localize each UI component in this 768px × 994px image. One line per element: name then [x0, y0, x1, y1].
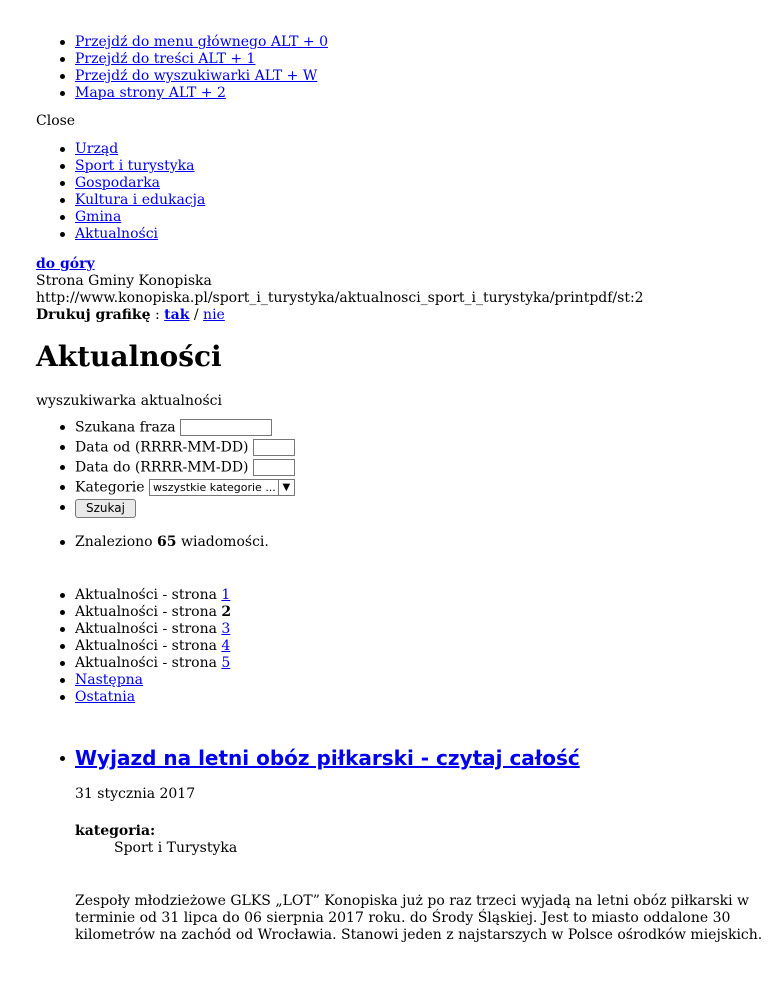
page-link-4[interactable]: 4: [221, 638, 231, 654]
pagination-prefix: Aktualności - strona: [75, 638, 217, 654]
skip-link-item: [75, 34, 328, 51]
site-name: Strona Gminy Konopiska: [36, 273, 212, 289]
pagination-item: [75, 587, 231, 604]
pagination-prefix: Aktualności - strona: [75, 587, 217, 603]
article-date: 31 stycznia 2017: [75, 786, 196, 802]
article-list: [0, 744, 580, 772]
main-menu: [0, 141, 205, 243]
last-page-link[interactable]: Ostatnia: [75, 689, 136, 705]
search-submit-button[interactable]: Szukaj: [75, 499, 136, 518]
search-form: [0, 419, 295, 521]
main-menu-item: [75, 175, 205, 192]
menu-link-sport[interactable]: Sport i turystyka: [75, 158, 195, 174]
pagination-prefix: Aktualności - strona: [75, 655, 217, 671]
page-url: http://www.konopiska.pl/sport_i_turystyka/aktualnosci_sport_i_turystyka/printpdf/st:2: [36, 290, 644, 306]
menu-link-gospodarka[interactable]: Gospodarka: [75, 175, 161, 191]
page-link-3[interactable]: 3: [221, 621, 231, 637]
date-from-label: Data od (RRRR-MM-DD): [75, 439, 249, 456]
article-title-link[interactable]: Wyjazd na letni obóz piłkarski - czytaj całość: [75, 746, 580, 770]
article-item: [75, 744, 580, 772]
date-to-label: Data do (RRRR-MM-DD): [75, 459, 249, 476]
skip-to-content-link[interactable]: Przejdź do treści ALT + 1: [75, 51, 256, 67]
menu-link-urzad[interactable]: Urząd: [75, 141, 119, 157]
results-count-item: [75, 534, 269, 551]
search-phrase-input[interactable]: [180, 419, 272, 436]
main-menu-item: [75, 209, 205, 226]
skip-to-menu-link[interactable]: Przejdź do menu głównego ALT + 0: [75, 34, 328, 50]
page-current-2: 2: [221, 604, 232, 620]
search-phrase-label: Szukana fraza: [75, 419, 176, 436]
chevron-down-icon: ▼: [278, 480, 294, 495]
sitemap-link[interactable]: Mapa strony ALT + 2: [75, 85, 226, 101]
results-prefix: Znaleziono: [75, 534, 153, 550]
skip-links: [0, 34, 328, 102]
pagination: [0, 587, 231, 706]
date-from-row: [75, 439, 295, 459]
article-body-line: Zespoły młodzieżowe GLKS „LOT” Konopiska już po raz trzeci wyjadą na letni obóz piłkarski w: [75, 893, 750, 909]
print-graphics-yes-link[interactable]: tak: [164, 307, 190, 323]
category-row: [75, 479, 295, 499]
results-summary: [0, 534, 269, 551]
menu-link-aktualnosci[interactable]: Aktualności: [75, 226, 159, 242]
pagination-item: [75, 621, 231, 638]
menu-link-kultura[interactable]: Kultura i edukacja: [75, 192, 206, 208]
submit-row: [75, 499, 295, 521]
skip-to-search-link[interactable]: Przejdź do wyszukiwarki ALT + W: [75, 68, 318, 84]
category-select[interactable]: [149, 479, 295, 496]
page-link-5[interactable]: 5: [221, 655, 231, 671]
slash-separator: /: [193, 307, 199, 323]
back-to-top-link[interactable]: do góry: [36, 256, 95, 272]
search-phrase-row: [75, 419, 295, 439]
search-title: wyszukiwarka aktualności: [36, 393, 222, 409]
date-from-input[interactable]: [253, 439, 295, 456]
pagination-item: [75, 672, 231, 689]
print-graphics-no-link[interactable]: nie: [203, 307, 225, 323]
next-page-link[interactable]: Następna: [75, 672, 144, 688]
pagination-prefix: Aktualności - strona: [75, 621, 217, 637]
category-select-value: wszystkie kategorie ...: [153, 481, 276, 494]
print-graphics-label: Drukuj grafikę: [36, 307, 151, 323]
main-menu-item: [75, 192, 205, 209]
pagination-item: [75, 604, 231, 621]
separator: :: [155, 307, 160, 323]
main-menu-item: [75, 141, 205, 158]
print-graphics-row: [36, 307, 644, 324]
article-category-label: kategoria:: [75, 823, 156, 839]
skip-link-item: [75, 51, 328, 68]
article-category-value: Sport i Turystyka: [114, 840, 238, 856]
main-menu-item: [75, 226, 205, 243]
results-count: 65: [157, 534, 177, 550]
category-label: Kategorie: [75, 479, 145, 496]
date-to-input[interactable]: [253, 459, 295, 476]
article-body-line: terminie od 31 lipca do 06 sierpnia 2017 roku. do Środy Śląskiej. Jest to miasto oddalone 30: [75, 910, 731, 926]
menu-link-gmina[interactable]: Gmina: [75, 209, 122, 225]
article-body-line: kilometrów na zachód od Wrocławia. Stanowi jeden z najstarszych w Polsce ośrodków miejskich.: [75, 927, 763, 943]
page-title: Aktualności: [36, 340, 222, 373]
date-to-row: [75, 459, 295, 479]
print-header: [36, 256, 644, 324]
skip-link-item: [75, 85, 328, 102]
pagination-item: [75, 638, 231, 655]
page-link-1[interactable]: 1: [221, 587, 231, 603]
results-suffix: wiadomości.: [180, 534, 269, 550]
pagination-item: [75, 689, 231, 706]
close-button[interactable]: Close: [36, 113, 76, 129]
pagination-prefix: Aktualności - strona: [75, 604, 217, 620]
pagination-item: [75, 655, 231, 672]
article-body: [75, 893, 762, 944]
main-menu-item: [75, 158, 205, 175]
skip-link-item: [75, 68, 328, 85]
